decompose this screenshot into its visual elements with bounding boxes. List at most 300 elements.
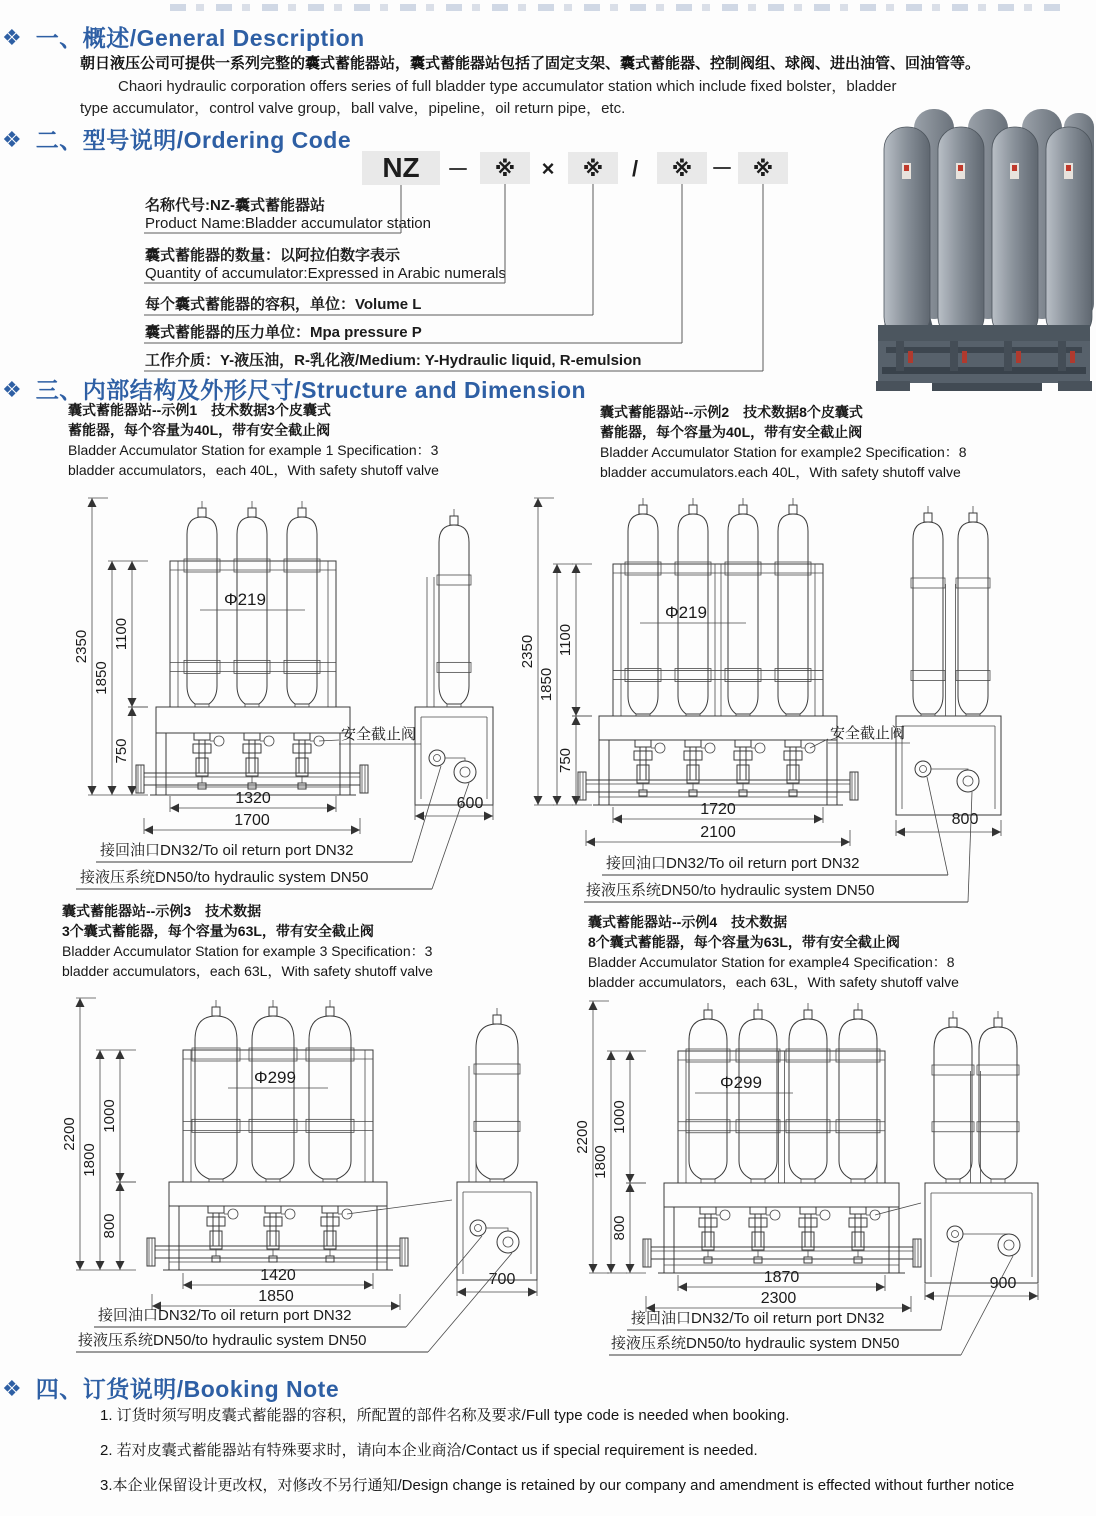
drawing-rect — [208, 1206, 224, 1213]
section-general-title: 一、概述/General Description — [35, 25, 365, 51]
dimension-arrow — [626, 1051, 635, 1060]
drawing-rect — [243, 744, 261, 753]
height-dimension-label: 800 — [611, 1215, 628, 1241]
dimension-arrow — [96, 1050, 105, 1059]
drawing-rect — [789, 790, 797, 796]
gauge-icon — [285, 1209, 295, 1219]
dimension-arrow — [116, 1182, 125, 1191]
gauge-icon — [214, 736, 224, 746]
drawing-rect — [634, 751, 652, 760]
dimension-arrow — [902, 1304, 911, 1313]
drawing-rect — [750, 1207, 766, 1214]
dimension-arrow — [88, 498, 97, 507]
drawing-rect — [198, 508, 206, 517]
hydraulic-system-note: 接液压系统DN50/to hydraulic system DN50 — [78, 1332, 367, 1349]
drawing-line — [968, 792, 972, 902]
drawing-rect — [322, 1206, 338, 1213]
drawing-rect — [956, 671, 990, 681]
drawing-path — [486, 1228, 508, 1231]
drawing-rect — [785, 740, 801, 747]
drawing-rect — [827, 740, 837, 805]
code-part: NZ — [382, 152, 420, 183]
drawing-rect — [699, 1218, 717, 1227]
drawing-rect — [949, 1018, 957, 1027]
drawing-rect — [400, 1238, 408, 1266]
dimension-arrow — [572, 707, 581, 716]
drawing-line — [406, 1236, 482, 1327]
drawing-rect — [321, 1217, 339, 1226]
drawing-rect — [925, 1183, 1038, 1283]
dimension-arrow — [553, 796, 562, 805]
drawing-rect — [739, 505, 747, 514]
dimension-arrow — [553, 564, 562, 573]
dimension-arrow — [925, 1292, 934, 1301]
ordering-label-en: Product Name:Bladder accumulator station — [145, 215, 431, 232]
gauge-icon — [755, 743, 765, 753]
dimension-arrow — [484, 812, 493, 821]
gauge-icon — [655, 743, 665, 753]
width-dimension-label: 1720 — [700, 801, 736, 818]
hydraulic-system-note: 接液压系统DN50/to hydraulic system DN50 — [80, 869, 369, 886]
diameter-label: Φ299 — [720, 1073, 762, 1092]
drawing-rect — [457, 1182, 537, 1280]
hydraulic-port-inner — [503, 1237, 513, 1247]
drawing-rect — [932, 1122, 974, 1132]
hydraulic-port — [454, 761, 476, 783]
height-dimension-label: 2350 — [519, 634, 536, 669]
ordering-code-diagram — [40, 148, 880, 380]
drawing-path — [839, 1019, 877, 1179]
dimension-arrow — [96, 1261, 105, 1270]
drawing-path — [979, 1027, 1017, 1179]
dimension-arrow — [528, 1288, 537, 1297]
drawing-rect — [678, 1051, 885, 1183]
booking-note-1: 1. 订货时须写明皮囊式蓄能器的容积，所配置的部件名称及要求/Full type code is needed when booking. — [100, 1407, 790, 1424]
height-dimension-label: 1000 — [611, 1100, 628, 1134]
drawing-rect — [689, 505, 697, 514]
drawing-rect — [298, 508, 306, 517]
gauge-icon — [264, 736, 274, 746]
ordering-label-cn: 囊式蓄能器的数量：以阿拉伯数字表示 — [145, 247, 401, 264]
drawing-rect — [911, 671, 945, 681]
drawing-rect — [804, 1257, 812, 1263]
product-photo-illustration — [872, 103, 1096, 395]
ordering-label-cn: 名称代号:NZ-囊式蓄能器站 — [145, 197, 325, 214]
drawing-rect — [198, 783, 206, 789]
drawing-rect — [207, 1217, 225, 1226]
side-width-dimension-label: 600 — [456, 795, 484, 812]
general-body-en-line1: Chaori hydraulic corporation offers series of full bladder type accumulator station which include fixed bolster，bladder — [118, 78, 897, 95]
drawing-rect — [264, 1217, 282, 1226]
height-dimension-label: 800 — [101, 1213, 118, 1239]
diameter-label: Φ219 — [665, 603, 707, 622]
hydraulic-system-note: 接液压系统DN50/to hydraulic system DN50 — [586, 882, 875, 899]
hydraulic-port — [497, 1231, 519, 1253]
example1-desc-cn1: 囊式蓄能器站--示例1 技术数据3个皮囊式 — [68, 402, 331, 418]
drawing-rect — [913, 1239, 921, 1267]
drawing-rect — [639, 790, 647, 796]
example3-description — [62, 901, 433, 981]
drawing-path — [476, 1024, 518, 1179]
drawing-rect — [969, 513, 977, 522]
drawing-rect — [754, 1257, 762, 1263]
dimension-arrow — [992, 828, 1001, 837]
drawing-rect — [450, 516, 458, 525]
drawing-rect — [248, 508, 256, 517]
drawing-rect — [896, 716, 1001, 815]
oil-return-port-inner — [434, 755, 441, 762]
dimension-arrow — [896, 828, 905, 837]
drawing-path — [689, 1019, 727, 1179]
oil-return-port-inner — [475, 1225, 482, 1232]
code-part: － — [710, 156, 734, 181]
drawing-rect — [293, 744, 311, 753]
example1-description — [68, 400, 439, 480]
ordering-label-en: Quantity of accumulator:Expressed in Arabic numerals — [145, 265, 507, 282]
drawing-path — [958, 522, 988, 714]
drawing-rect — [493, 1015, 501, 1024]
drawing-path — [739, 1019, 777, 1179]
drawing-path — [187, 517, 217, 704]
dimension-arrow — [108, 786, 117, 795]
drawing-rect — [689, 790, 697, 796]
width-dimension-label: 1320 — [235, 790, 271, 807]
side-width-dimension-label: 800 — [951, 811, 979, 828]
width-dimension-label: 2100 — [700, 824, 736, 841]
drawing-rect — [269, 1007, 277, 1016]
drawing-path — [237, 517, 267, 704]
drawing-rect — [474, 1121, 520, 1131]
drawing-rect — [643, 1239, 651, 1267]
drawing-rect — [248, 783, 256, 789]
drawing-rect — [854, 1010, 862, 1019]
diamond-icon: ❖ — [2, 1376, 22, 1401]
dimension-arrow — [170, 804, 179, 813]
section-ordering-title: 二、型号说明/Ordering Code — [35, 127, 352, 153]
example1-desc-en2: bladder accumulators，each 40L，With safety shutoff valve — [68, 462, 439, 478]
dimension-arrow — [76, 1261, 85, 1270]
drawing-path — [252, 1016, 294, 1179]
drawing-rect — [169, 1206, 179, 1270]
example4-desc-cn1: 囊式蓄能器站--示例4 技术数据 — [588, 914, 788, 930]
dimension-arrow — [391, 1302, 400, 1311]
safety-valve-label: 安全截止阀 — [341, 726, 417, 743]
drawing-rect — [754, 1010, 762, 1019]
code-part: × — [541, 156, 555, 181]
dimension-arrow — [607, 1051, 616, 1060]
drawing-rect — [136, 765, 144, 793]
oil-return-port-inner — [920, 766, 927, 773]
drawing-line — [961, 1256, 1013, 1355]
dimension-arrow — [457, 1288, 466, 1297]
drawing-rect — [800, 1207, 816, 1214]
drawing-rect — [265, 1206, 281, 1213]
diamond-icon: ❖ — [2, 25, 22, 50]
drawing-rect — [685, 740, 701, 747]
dimension-arrow — [626, 1183, 635, 1192]
diamond-icon: ❖ — [2, 377, 22, 402]
drawing-rect — [734, 751, 752, 760]
example4-desc-en1: Bladder Accumulator Station for example4 Specification：8 — [588, 954, 955, 970]
drawing-line — [432, 783, 469, 889]
dimension-arrow — [607, 1264, 616, 1273]
drawing-line — [927, 777, 948, 875]
hydraulic-port — [957, 770, 979, 792]
height-dimension-label: 750 — [113, 738, 130, 764]
dimension-arrow — [108, 561, 117, 570]
drawing-example-2 — [519, 478, 1096, 920]
drawing-rect — [156, 733, 166, 795]
example3-desc-cn1: 囊式蓄能器站--示例3 技术数据 — [62, 903, 262, 919]
example2-desc-cn2: 蓄能器，每个容量为40L，带有安全截止阀 — [600, 424, 863, 440]
dimension-arrow — [586, 838, 595, 847]
dimension-arrow — [876, 1283, 885, 1292]
drawing-line — [428, 1253, 512, 1352]
dimension-arrow — [613, 815, 622, 824]
oil-return-note: 接回油口DN32/To oil return port DN32 — [631, 1310, 885, 1327]
drawing-rect — [911, 578, 945, 588]
drawing-rect — [169, 1182, 387, 1206]
ordering-label-cn: 每个囊式蓄能器的容积，单位：Volume L — [145, 296, 422, 313]
drawing-rect — [170, 561, 336, 707]
oil-return-port — [915, 761, 931, 777]
dimension-arrow — [88, 786, 97, 795]
booking-note-2: 2. 若对皮囊式蓄能器站有特殊要求时，请向本企业商洽/Contact us if special requirement is needed. — [100, 1442, 758, 1459]
height-dimension-label: 2200 — [61, 1117, 78, 1151]
drawing-path — [789, 1019, 827, 1179]
oil-return-port — [947, 1226, 963, 1242]
example1-desc-en1: Bladder Accumulator Station for example 1 Specification：3 — [68, 442, 439, 458]
drawing-rect — [735, 740, 751, 747]
drawing-line — [941, 1242, 959, 1330]
drawing-rect — [664, 1207, 674, 1273]
diamond-icon: ❖ — [2, 127, 22, 152]
drawing-line — [319, 740, 339, 741]
dimension-arrow — [128, 786, 137, 795]
drawing-rect — [849, 1218, 867, 1227]
dimension-arrow — [351, 826, 360, 835]
section-general-header — [2, 20, 365, 53]
drawing-example-3 — [60, 988, 565, 1365]
dimension-arrow — [572, 716, 581, 725]
dimension-arrow — [128, 707, 137, 716]
drawing-path — [728, 514, 758, 714]
dimension-arrow — [626, 1174, 635, 1183]
drawing-rect — [956, 578, 990, 588]
width-dimension-label: 1850 — [258, 1288, 294, 1305]
drawing-rect — [739, 790, 747, 796]
example3-desc-cn2: 3个囊式蓄能器，每个容量为63L，带有安全截止阀 — [62, 923, 374, 939]
height-dimension-label: 1000 — [101, 1099, 118, 1133]
hydraulic-port-inner — [963, 776, 973, 786]
dimension-arrow — [183, 1281, 192, 1290]
drawing-rect — [599, 740, 609, 805]
drawing-path — [195, 1016, 237, 1179]
example2-desc-en1: Bladder Accumulator Station for example2 Specification：8 — [600, 444, 967, 460]
diameter-label: Φ299 — [254, 1068, 296, 1087]
example2-desc-cn1: 囊式蓄能器站--示例2 技术数据8个皮囊式 — [600, 404, 863, 420]
dimension-arrow — [841, 838, 850, 847]
dimension-arrow — [128, 698, 137, 707]
code-part: / — [631, 156, 639, 181]
drawing-rect — [613, 564, 823, 716]
drawing-rect — [194, 733, 210, 740]
gauge-icon — [228, 1209, 238, 1219]
drawing-path — [445, 758, 465, 761]
cropped-header-remnant — [170, 4, 1070, 11]
dimension-arrow — [116, 1261, 125, 1270]
dimension-arrow — [678, 1283, 687, 1292]
drawing-rect — [977, 1122, 1019, 1132]
dimension-arrow — [128, 561, 137, 570]
drawing-rect — [850, 772, 858, 800]
example1-desc-cn2: 蓄能器，每个容量为40L，带有安全截止阀 — [68, 422, 331, 438]
oil-return-port — [429, 750, 445, 766]
hydraulic-port-inner — [460, 767, 470, 777]
gauge-icon — [770, 1210, 780, 1220]
example2-desc-en2: bladder accumulators.each 40L，With safety shutoff valve — [600, 464, 961, 480]
drawing-rect — [804, 1010, 812, 1019]
height-dimension-label: 2350 — [73, 629, 90, 664]
dimension-arrow — [76, 998, 85, 1007]
drawing-rect — [244, 733, 260, 740]
width-dimension-label: 1420 — [260, 1267, 296, 1284]
dimension-arrow — [589, 1264, 598, 1273]
base-frame — [876, 325, 1092, 391]
width-dimension-label: 2300 — [760, 1290, 797, 1307]
height-dimension-label: 750 — [557, 747, 574, 774]
oil-return-note: 接回油口DN32/To oil return port DN32 — [100, 842, 354, 859]
drawing-rect — [889, 1207, 899, 1273]
drawing-rect — [326, 1256, 334, 1262]
drawing-path — [778, 514, 808, 714]
dimension-arrow — [534, 796, 543, 805]
dimension-arrow — [534, 498, 543, 507]
drawing-path — [287, 517, 317, 704]
drawing-rect — [147, 1238, 155, 1266]
drawing-rect — [377, 1206, 387, 1270]
dimension-arrow — [144, 826, 153, 835]
drawing-rect — [664, 1183, 899, 1207]
drawing-rect — [977, 1065, 1019, 1075]
drawing-rect — [415, 707, 493, 805]
oil-return-note: 接回油口DN32/To oil return port DN32 — [98, 1307, 352, 1324]
drawing-rect — [437, 575, 471, 585]
drawing-line — [412, 766, 441, 862]
width-dimension-label: 1700 — [234, 812, 270, 829]
height-dimension-label: 1800 — [592, 1145, 609, 1179]
code-part: ※ — [582, 158, 604, 181]
dimension-arrow — [364, 1281, 373, 1290]
oil-return-port — [470, 1220, 486, 1236]
example4-desc-cn2: 8个囊式蓄能器，每个容量为63L，带有安全截止阀 — [588, 934, 900, 950]
drawing-rect — [212, 1007, 220, 1016]
drawing-path — [913, 522, 943, 714]
safety-valve-label: 安全截止阀 — [830, 725, 906, 742]
section-structure-title: 三、内部结构及外形尺寸/Structure and Dimension — [35, 377, 587, 403]
drawing-path — [309, 1016, 351, 1179]
dimension-arrow — [116, 1173, 125, 1182]
height-dimension-label: 1800 — [81, 1143, 98, 1177]
drawing-rect — [639, 505, 647, 514]
drawing-rect — [578, 772, 586, 800]
code-part: ※ — [494, 158, 516, 181]
oil-return-note: 接回油口DN32/To oil return port DN32 — [606, 855, 860, 872]
drawing-line — [347, 1200, 452, 1214]
width-dimension-label: 1870 — [763, 1269, 800, 1286]
example4-desc-en2: bladder accumulators，each 63L，With safety shutoff valve — [588, 974, 959, 990]
gauge-icon — [705, 743, 715, 753]
gauge-icon — [720, 1210, 730, 1220]
drawing-rect — [193, 744, 211, 753]
dimension-arrow — [626, 1264, 635, 1273]
drawing-rect — [994, 1018, 1002, 1027]
drawing-line — [875, 1203, 921, 1215]
drawing-path — [934, 1027, 972, 1179]
drawing-rect — [932, 1065, 974, 1075]
example3-desc-en2: bladder accumulators，each 63L，With safety shutoff valve — [62, 963, 433, 979]
example2-description — [600, 402, 967, 482]
drawing-rect — [269, 1256, 277, 1262]
height-dimension-label: 1100 — [557, 623, 574, 657]
side-width-dimension-label: 900 — [989, 1275, 1017, 1292]
oil-return-port-inner — [952, 1231, 959, 1238]
drawing-rect — [684, 751, 702, 760]
example4-description — [588, 912, 959, 992]
drawing-rect — [298, 783, 306, 789]
drawing-rect — [854, 1257, 862, 1263]
drawing-rect — [700, 1207, 716, 1214]
general-body-en-line2: type accumulator，control valve group，ball valve，pipeline，oil return pipe，etc. — [80, 100, 626, 117]
diameter-label: Φ219 — [224, 590, 266, 609]
drawing-rect — [789, 505, 797, 514]
dimension-arrow — [116, 1050, 125, 1059]
drawing-rect — [635, 740, 651, 747]
example3-desc-en1: Bladder Accumulator Station for example 3 Specification：3 — [62, 943, 433, 959]
drawing-path — [439, 525, 469, 704]
drawing-rect — [474, 1064, 520, 1074]
ordering-label-cn: 工作介质：Y-液压油，R-乳化液/Medium: Y-Hydraulic liquid, R-emulsion — [145, 352, 642, 369]
drawing-rect — [326, 1007, 334, 1016]
drawing-rect — [924, 513, 932, 522]
drawing-example-1 — [60, 487, 530, 905]
booking-note-3: 3.本企业保留设计更改权，对修改不另行通知/Design change is retained by our company and amendment is effected without further notice — [100, 1477, 1015, 1494]
dimension-arrow — [1029, 1292, 1038, 1301]
code-part: ※ — [752, 158, 774, 181]
drawing-example-4 — [574, 993, 1096, 1370]
code-part: － — [446, 157, 470, 182]
hydraulic-port — [998, 1234, 1020, 1256]
drawing-rect — [437, 662, 471, 672]
drawing-rect — [704, 1257, 712, 1263]
booking-notes — [100, 1398, 1014, 1503]
gauge-icon — [820, 1210, 830, 1220]
drawing-rect — [850, 1207, 866, 1214]
drawing-rect — [599, 716, 837, 740]
drawing-rect — [799, 1218, 817, 1227]
drawing-rect — [212, 1256, 220, 1262]
drawing-rect — [360, 765, 368, 793]
hydraulic-port-inner — [1004, 1240, 1014, 1250]
drawing-rect — [749, 1218, 767, 1227]
side-width-dimension-label: 700 — [488, 1271, 516, 1288]
dimension-arrow — [814, 815, 823, 824]
hydraulic-system-note: 接液压系统DN50/to hydraulic system DN50 — [611, 1335, 900, 1352]
drawing-rect — [294, 733, 310, 740]
drawing-path — [628, 514, 658, 714]
drawing-rect — [156, 707, 350, 733]
code-part: ※ — [671, 158, 693, 181]
